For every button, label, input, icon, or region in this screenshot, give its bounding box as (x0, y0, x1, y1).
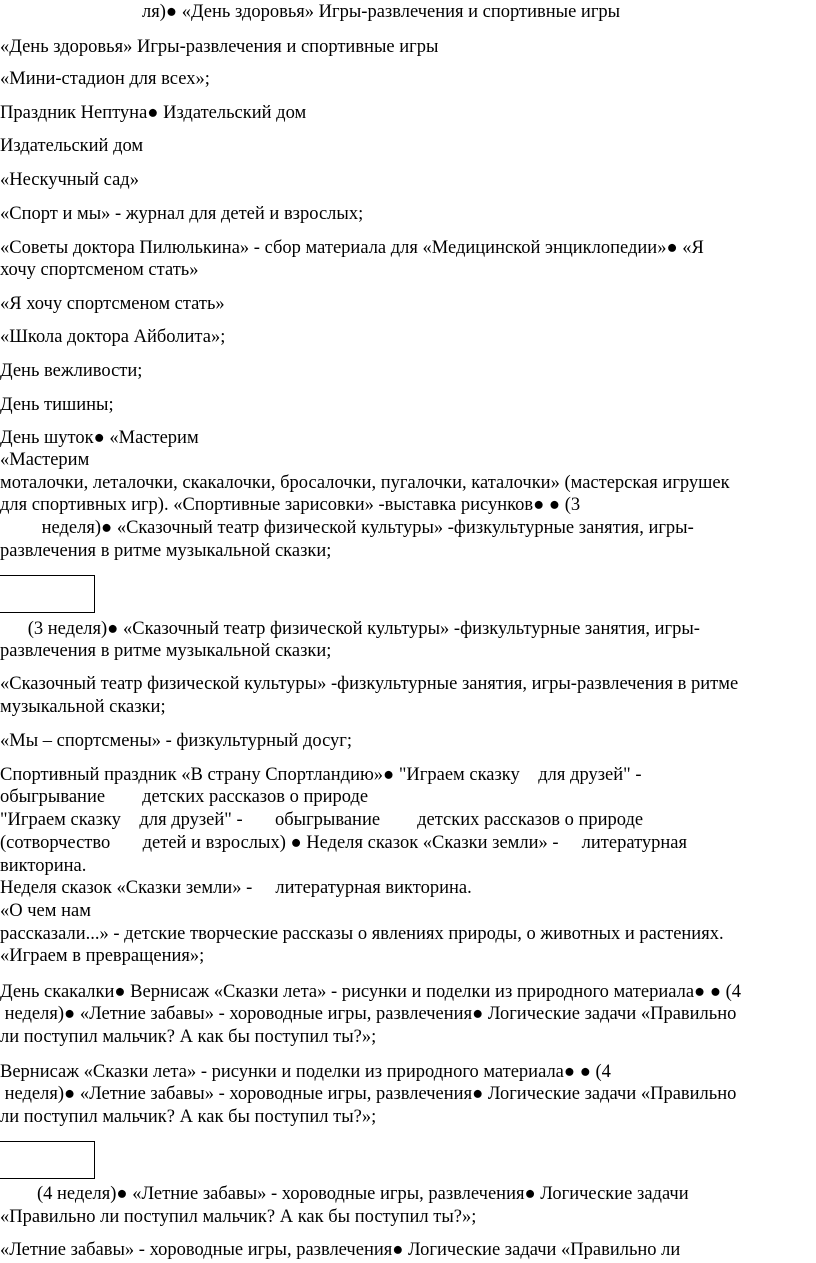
text-line: рассказали...» - детские творческие рассказы о явлениях природы, о животных и растениях. (0, 924, 724, 944)
text-line: моталочки, леталочки, скакалочки, бросалочки, пугалочки, каталочки» (мастерская игрушек (0, 473, 730, 493)
text-line: (4 неделя)● «Летние забавы» - хороводные игры, развлечения● Логические задачи (0, 1184, 689, 1204)
text-line: для спортивных игр). «Спортивные зарисовки» -выставка рисунков● ● (3 (0, 495, 581, 515)
text-line: «Играем в превращения»; (0, 946, 205, 966)
text-line: (сотворчество детей и взрослых) ● Неделя сказок «Сказки земли» - литературная (0, 833, 688, 853)
text-line: «Школа доктора Айболита»; (0, 327, 226, 347)
text-line: ли поступил мальчик? А как бы поступил ты?»; (0, 1107, 377, 1127)
text-line: обыгрывание детских рассказов о природе (0, 787, 369, 807)
text-line: «Советы доктора Пилюлькина» - сбор материала для «Медицинской энциклопедии»● «Я (0, 238, 704, 258)
text-line: развлечения в ритме музыкальной сказки; (0, 641, 332, 661)
text-line: Праздник Нептуна● Издательский дом (0, 103, 307, 123)
text-line: хочу спортсменом стать» (0, 260, 199, 280)
text-line: «Мы – спортсмены» - физкультурный досуг; (0, 731, 353, 751)
text-line: викторина. (0, 856, 87, 876)
text-line: ля)● «День здоровья» Игры-развлечения и спортивные игры (142, 2, 621, 22)
text-line: (3 неделя)● «Сказочный театр физической культуры» -физкультурные занятия, игры- (0, 619, 700, 639)
empty-table-cell (0, 1141, 95, 1179)
text-line: «Нескучный сад» (0, 170, 139, 190)
text-line: неделя)● «Сказочный театр физической культуры» -физкультурные занятия, игры- (0, 518, 694, 538)
text-line: Спортивный праздник «В страну Спортландию»● "Играем сказку для друзей" - (0, 765, 642, 785)
text-line: «День здоровья» Игры-развлечения и спортивные игры (0, 37, 439, 57)
text-line: День вежливости; (0, 361, 143, 381)
text-line: День шуток● «Мастерим (0, 428, 199, 448)
text-line: «Мини-стадион для всех»; (0, 69, 210, 89)
text-line: неделя)● «Летние забавы» - хороводные игры, развлечения● Логические задачи «Правильно (0, 1084, 737, 1104)
text-line: развлечения в ритме музыкальной сказки; (0, 541, 332, 561)
text-line: музыкальной сказки; (0, 697, 166, 717)
text-line: День скакалки● Вернисаж «Сказки лета» - рисунки и поделки из природного материала● ● (4 (0, 982, 742, 1002)
text-line: «Мастерим (0, 450, 90, 470)
text-line: «Правильно ли поступил мальчик? А как бы поступил ты?»; (0, 1207, 477, 1227)
text-line: «Летние забавы» - хороводные игры, развлечения● Логические задачи «Правильно ли (0, 1240, 681, 1260)
text-line: «Спорт и мы» - журнал для детей и взрослых; (0, 204, 364, 224)
text-line: ли поступил мальчик? А как бы поступил ты?»; (0, 1027, 377, 1047)
text-line: «О чем нам (0, 901, 91, 921)
text-line: Издательский дом (0, 136, 144, 156)
text-line: "Играем сказку для друзей" - обыгрывание детских рассказов о природе (0, 810, 644, 830)
text-line: Неделя сказок «Сказки земли» - литературная викторина. (0, 878, 472, 898)
empty-table-cell (0, 575, 95, 613)
text-line: День тишины; (0, 395, 114, 415)
text-line: неделя)● «Летние забавы» - хороводные игры, развлечения● Логические задачи «Правильно (0, 1004, 737, 1024)
text-line: «Я хочу спортсменом стать» (0, 294, 225, 314)
text-line: Вернисаж «Сказки лета» - рисунки и поделки из природного материала● ● (4 (0, 1062, 611, 1082)
text-line: «Сказочный театр физической культуры» -физкультурные занятия, игры-развлечения в ритме (0, 674, 739, 694)
